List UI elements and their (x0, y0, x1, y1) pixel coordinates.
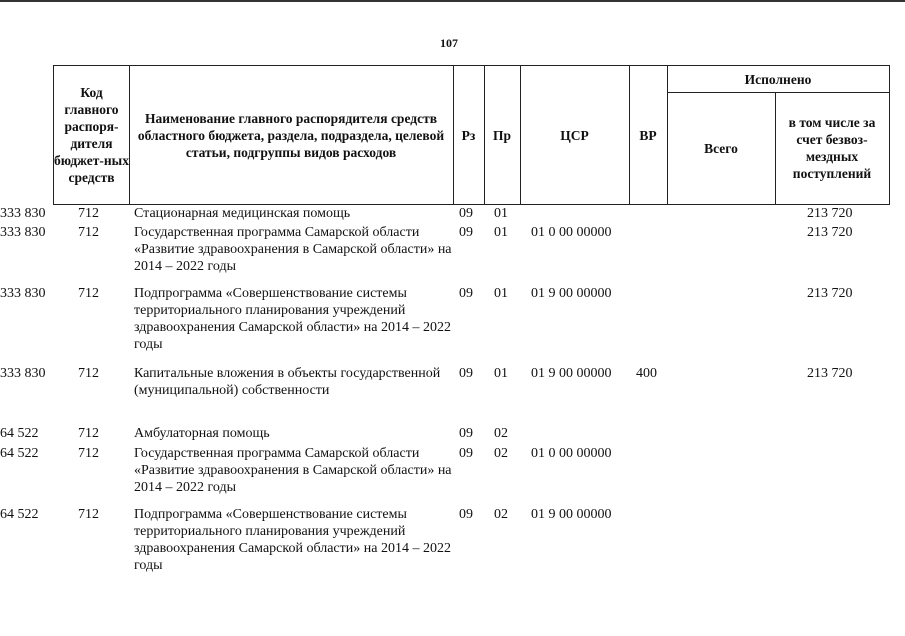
page-number: 107 (440, 36, 458, 50)
cell-pr: 01 (494, 225, 508, 240)
cell-kod: 712 (78, 446, 99, 461)
header-kod: Код главного распоря-дителя бюджет-ных средств (54, 85, 129, 185)
cell-pr: 02 (494, 446, 508, 461)
cell-total: 333 830 (0, 225, 46, 240)
cell-name: Государственная программа Самарской области «Развитие здравоохранения в Самарской области» на 2014 – 2022 годы (134, 446, 452, 495)
cell-vr: 400 (636, 366, 657, 381)
cell-kod: 712 (78, 366, 99, 381)
divider (129, 66, 130, 204)
header-pr: Пр (492, 127, 511, 143)
cell-total: 64 522 (0, 446, 39, 461)
cell-rz: 09 (459, 426, 473, 441)
cell-total: 333 830 (0, 286, 46, 301)
table-header (53, 65, 890, 205)
cell-name: Подпрограмма «Совершенствование системы территориального планирования учреждений здравоохранения Самарской области» на 2014 – 2022 годы (134, 286, 451, 352)
cell-kod: 712 (78, 507, 99, 522)
cell-kod: 712 (78, 426, 99, 441)
cell-rz: 09 (459, 286, 473, 301)
cell-free: 213 720 (807, 286, 853, 301)
cell-pr: 01 (494, 206, 508, 221)
cell-pr: 02 (494, 507, 508, 522)
cell-rz: 09 (459, 366, 473, 381)
cell-free: 213 720 (807, 366, 853, 381)
cell-pr: 02 (494, 426, 508, 441)
cell-csr: 01 0 00 00000 (531, 225, 612, 240)
cell-csr: 01 9 00 00000 (531, 366, 612, 381)
cell-kod: 712 (78, 206, 99, 221)
cell-total: 64 522 (0, 507, 39, 522)
cell-free: 213 720 (807, 206, 853, 221)
cell-name: Амбулаторная помощь (134, 426, 270, 441)
cell-pr: 01 (494, 366, 508, 381)
cell-total: 64 522 (0, 426, 39, 441)
header-rz: Рз (461, 127, 476, 143)
cell-kod: 712 (78, 225, 99, 240)
cell-kod: 712 (78, 286, 99, 301)
header-executed: Исполнено (744, 71, 812, 87)
cell-rz: 09 (459, 206, 473, 221)
cell-rz: 09 (459, 507, 473, 522)
cell-name: Капитальные вложения в объекты государственной (муниципальной) собственности (134, 366, 441, 398)
header-free: в том числе за счет безвоз-мездных поступлений (788, 115, 876, 181)
cell-total: 333 830 (0, 366, 46, 381)
cell-free: 213 720 (807, 225, 853, 240)
cell-csr: 01 0 00 00000 (531, 446, 612, 461)
page-top-border (0, 0, 905, 2)
divider (775, 92, 776, 204)
cell-rz: 09 (459, 225, 473, 240)
cell-name: Стационарная медицинская помощь (134, 206, 351, 221)
cell-pr: 01 (494, 286, 508, 301)
header-name: Наименование главного распорядителя средств областного бюджета, раздела, подраздела, целевой статьи, подгруппы видов расходов (137, 110, 445, 160)
cell-rz: 09 (459, 446, 473, 461)
header-csr: ЦСР (560, 127, 589, 143)
cell-csr: 01 9 00 00000 (531, 286, 612, 301)
cell-total: 333 830 (0, 206, 46, 221)
header-vr: ВР (639, 127, 657, 143)
cell-name: Государственная программа Самарской области «Развитие здравоохранения в Самарской области» на 2014 – 2022 годы (134, 225, 452, 274)
cell-csr: 01 9 00 00000 (531, 507, 612, 522)
header-total: Всего (704, 140, 738, 156)
cell-name: Подпрограмма «Совершенствование системы территориального планирования учреждений здравоохранения Самарской области» на 2014 – 2022 годы (134, 507, 451, 573)
